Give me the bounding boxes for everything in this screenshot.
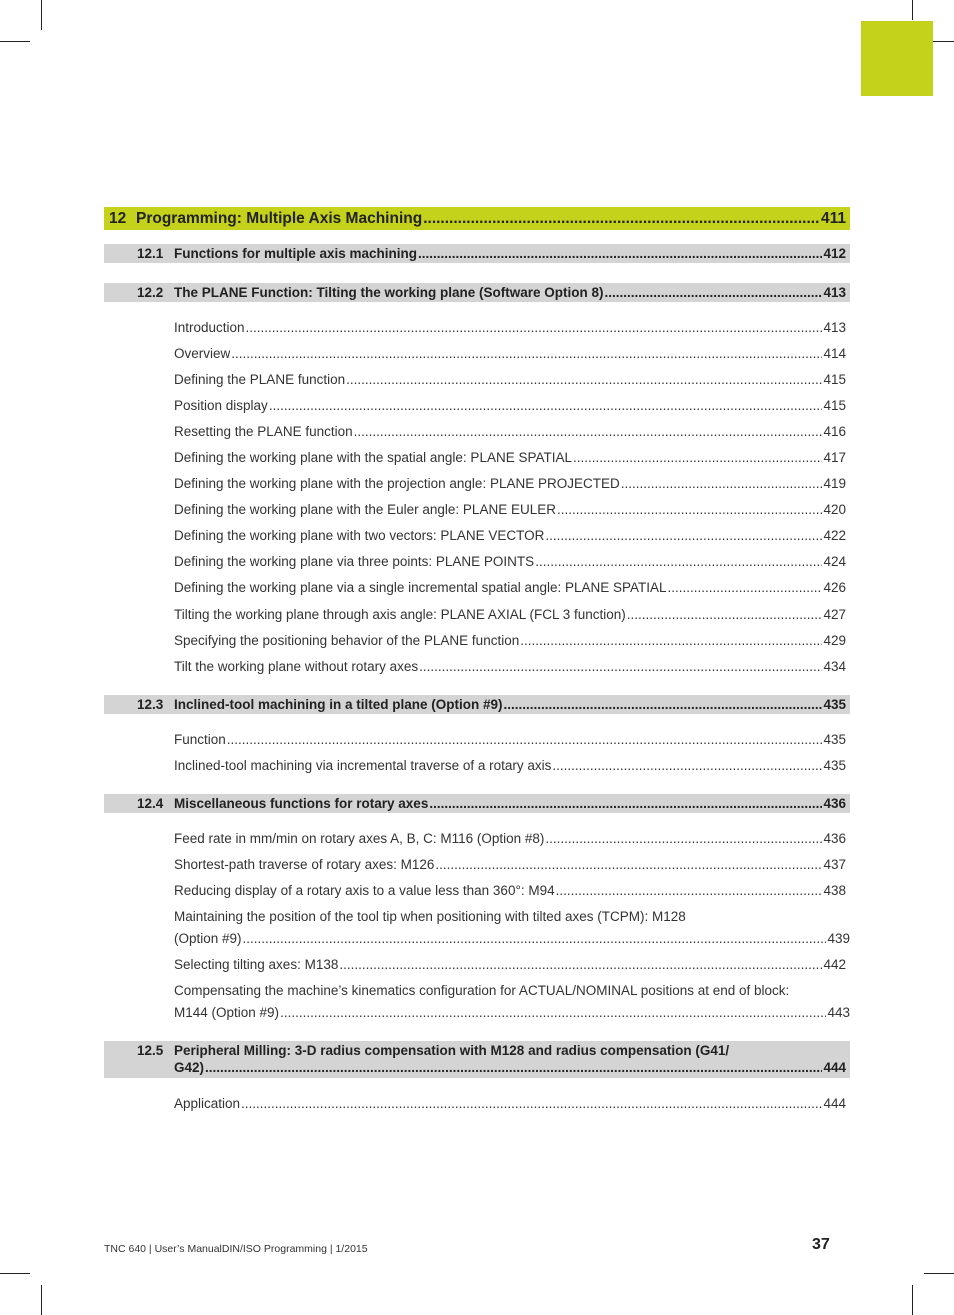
toc-entry-row[interactable]	[104, 450, 850, 468]
toc-entry-row[interactable]	[104, 633, 850, 651]
section-title-line2: G42)	[174, 1060, 205, 1075]
toc-entry-row[interactable]	[104, 758, 850, 776]
toc-entry-row[interactable]	[104, 732, 850, 750]
section-page: 435	[823, 697, 846, 712]
entry-title: Tilting the working plane through axis angle: PLANE AXIAL (FCL 3 function)	[174, 607, 626, 622]
entry-page: 439	[827, 931, 850, 946]
dot-leader	[435, 857, 822, 872]
entry-title: Specifying the positioning behavior of the PLANE function	[174, 633, 520, 648]
toc-entry-row[interactable]	[104, 346, 850, 364]
section-page: 436	[823, 796, 846, 811]
dot-leader	[556, 883, 823, 898]
dot-leader	[552, 758, 822, 773]
chapter-page: 411	[820, 209, 846, 227]
entry-page: 415	[823, 398, 846, 413]
entry-title: Reducing display of a rotary axis to a value less than 360°: M94	[174, 883, 555, 898]
page-number: 37	[812, 1236, 830, 1253]
dot-leader	[429, 796, 822, 811]
entry-title: Defining the working plane with the spatial angle: PLANE SPATIAL	[174, 450, 572, 465]
entry-title: Defining the working plane via a single incremental spatial angle: PLANE SPATIAL	[174, 580, 667, 595]
entry-title: Defining the PLANE function	[174, 372, 346, 387]
footer-text: TNC 640 | User’s ManualDIN/ISO Programming | 1/2015	[104, 1243, 368, 1255]
dot-leader	[280, 1005, 826, 1020]
crop-mark	[912, 1285, 913, 1315]
entry-page: 413	[823, 320, 846, 335]
entry-page: 424	[823, 554, 846, 569]
toc-entry-row[interactable]	[174, 909, 850, 946]
toc-entry-row[interactable]	[104, 659, 850, 677]
section-number: 12.2	[137, 285, 164, 300]
section-number: 12.4	[137, 796, 164, 811]
toc-entry-row[interactable]	[104, 554, 850, 572]
entry-page: 443	[827, 1005, 850, 1020]
entry-title: Application	[174, 1096, 241, 1111]
entry-title: Shortest-path traverse of rotary axes: M126	[174, 857, 435, 872]
dot-leader	[419, 659, 822, 674]
entry-title-line2: M144 (Option #9)	[174, 1005, 280, 1020]
entry-page: 419	[823, 476, 846, 491]
entry-title: Feed rate in mm/min on rotary axes A, B, C: M116 (Option #8)	[174, 831, 545, 846]
dot-leader	[227, 732, 823, 747]
entry-title-line2: (Option #9)	[174, 931, 242, 946]
dot-leader	[339, 957, 822, 972]
toc-entry-row[interactable]	[104, 476, 850, 494]
dot-leader	[520, 633, 822, 648]
entry-page: 427	[823, 607, 846, 622]
dot-leader	[668, 580, 823, 595]
dot-leader	[231, 346, 822, 361]
crop-mark	[0, 1273, 30, 1274]
dot-leader	[545, 831, 822, 846]
dot-leader	[418, 246, 822, 261]
entry-page: 442	[823, 957, 846, 972]
toc-entry-row[interactable]	[174, 983, 850, 1020]
section-title-line1: Peripheral Milling: 3-D radius compensation with M128 and radius compensation (G41/	[174, 1043, 730, 1058]
dot-leader	[535, 554, 822, 569]
toc-section-row[interactable]	[104, 283, 850, 302]
entry-title: Position display	[174, 398, 268, 413]
dot-leader	[545, 528, 822, 543]
toc-entry-row[interactable]	[104, 957, 850, 975]
entry-title: Function	[174, 732, 226, 747]
entry-page: 444	[823, 1096, 846, 1111]
entry-page: 435	[823, 732, 846, 747]
entry-page: 435	[823, 758, 846, 773]
toc-entry-row[interactable]	[104, 831, 850, 849]
dot-leader	[627, 607, 823, 622]
entry-page: 422	[823, 528, 846, 543]
entry-title-line1: Maintaining the position of the tool tip when positioning with tilted axes (TCPM): M128	[174, 909, 686, 924]
entry-title: Tilt the working plane without rotary axes	[174, 659, 419, 674]
section-page: 412	[823, 246, 846, 261]
toc-section-row[interactable]	[104, 695, 850, 714]
entry-title: Overview	[174, 346, 231, 361]
entry-title: Inclined-tool machining via incremental traverse of a rotary axis	[174, 758, 552, 773]
toc-entry-row[interactable]	[104, 580, 850, 598]
section-title: Functions for multiple axis machining	[174, 246, 418, 261]
entry-title-line1: Compensating the machine’s kinematics configuration for ACTUAL/NOMINAL positions at end of block:	[174, 983, 790, 998]
toc-entry-row[interactable]	[104, 607, 850, 625]
crop-mark	[912, 0, 913, 20]
toc-entry-row[interactable]	[104, 883, 850, 901]
entry-page: 436	[823, 831, 846, 846]
dot-leader	[243, 931, 827, 946]
toc-section-row[interactable]	[104, 1041, 850, 1078]
section-title: Miscellaneous functions for rotary axes	[174, 796, 429, 811]
entry-title: Defining the working plane with two vectors: PLANE VECTOR	[174, 528, 545, 543]
section-page: 444	[823, 1060, 846, 1075]
entry-title: Introduction	[174, 320, 245, 335]
chapter-title: Programming: Multiple Axis Machining	[136, 209, 423, 227]
section-page: 413	[823, 285, 846, 300]
dot-leader	[246, 320, 823, 335]
entry-title: Defining the working plane with the projection angle: PLANE PROJECTED	[174, 476, 620, 491]
chapter-number: 12	[109, 209, 127, 227]
entry-page: 414	[823, 346, 846, 361]
dot-leader	[605, 285, 823, 300]
entry-title: Selecting tilting axes: M138	[174, 957, 339, 972]
toc-entry-row[interactable]	[104, 398, 850, 416]
entry-page: 416	[823, 424, 846, 439]
toc-entry-row[interactable]	[104, 857, 850, 875]
dot-leader	[557, 502, 823, 517]
toc-entry-row[interactable]	[104, 372, 850, 390]
toc-entry-row[interactable]	[104, 320, 850, 338]
entry-page: 437	[823, 857, 846, 872]
dot-leader	[241, 1096, 822, 1111]
section-title: Inclined-tool machining in a tilted plane (Option #9)	[174, 697, 503, 712]
dot-leader	[504, 697, 823, 712]
toc-entry-row[interactable]	[104, 424, 850, 442]
toc-entry-row[interactable]	[104, 502, 850, 520]
toc-chapter-row[interactable]	[104, 207, 850, 230]
crop-mark	[0, 41, 30, 42]
entry-page: 426	[823, 580, 846, 595]
dot-leader	[346, 372, 822, 387]
toc-section-row[interactable]	[104, 244, 850, 263]
section-number: 12.1	[137, 246, 164, 261]
dot-leader	[621, 476, 823, 491]
entry-page: 429	[823, 633, 846, 648]
dot-leader	[269, 398, 823, 413]
chapter-color-tab	[861, 21, 933, 96]
entry-page: 420	[823, 502, 846, 517]
section-number: 12.3	[137, 697, 164, 712]
toc-entry-row[interactable]	[104, 528, 850, 546]
entry-title: Defining the working plane via three points: PLANE POINTS	[174, 554, 535, 569]
toc-entry-row[interactable]	[104, 1096, 850, 1114]
entry-title: Defining the working plane with the Euler angle: PLANE EULER	[174, 502, 556, 517]
section-title: The PLANE Function: Tilting the working plane (Software Option 8)	[174, 285, 604, 300]
crop-mark	[41, 0, 42, 30]
crop-mark	[41, 1285, 42, 1315]
entry-title: Resetting the PLANE function	[174, 424, 353, 439]
dot-leader	[573, 450, 822, 465]
entry-page: 415	[823, 372, 846, 387]
crop-mark	[924, 1273, 954, 1274]
toc-section-row[interactable]	[104, 794, 850, 813]
dot-leader	[423, 210, 820, 228]
dot-leader	[354, 424, 823, 439]
section-number: 12.5	[137, 1043, 164, 1058]
dot-leader	[205, 1060, 822, 1075]
entry-page: 434	[823, 659, 846, 674]
entry-page: 438	[823, 883, 846, 898]
entry-page: 417	[823, 450, 846, 465]
